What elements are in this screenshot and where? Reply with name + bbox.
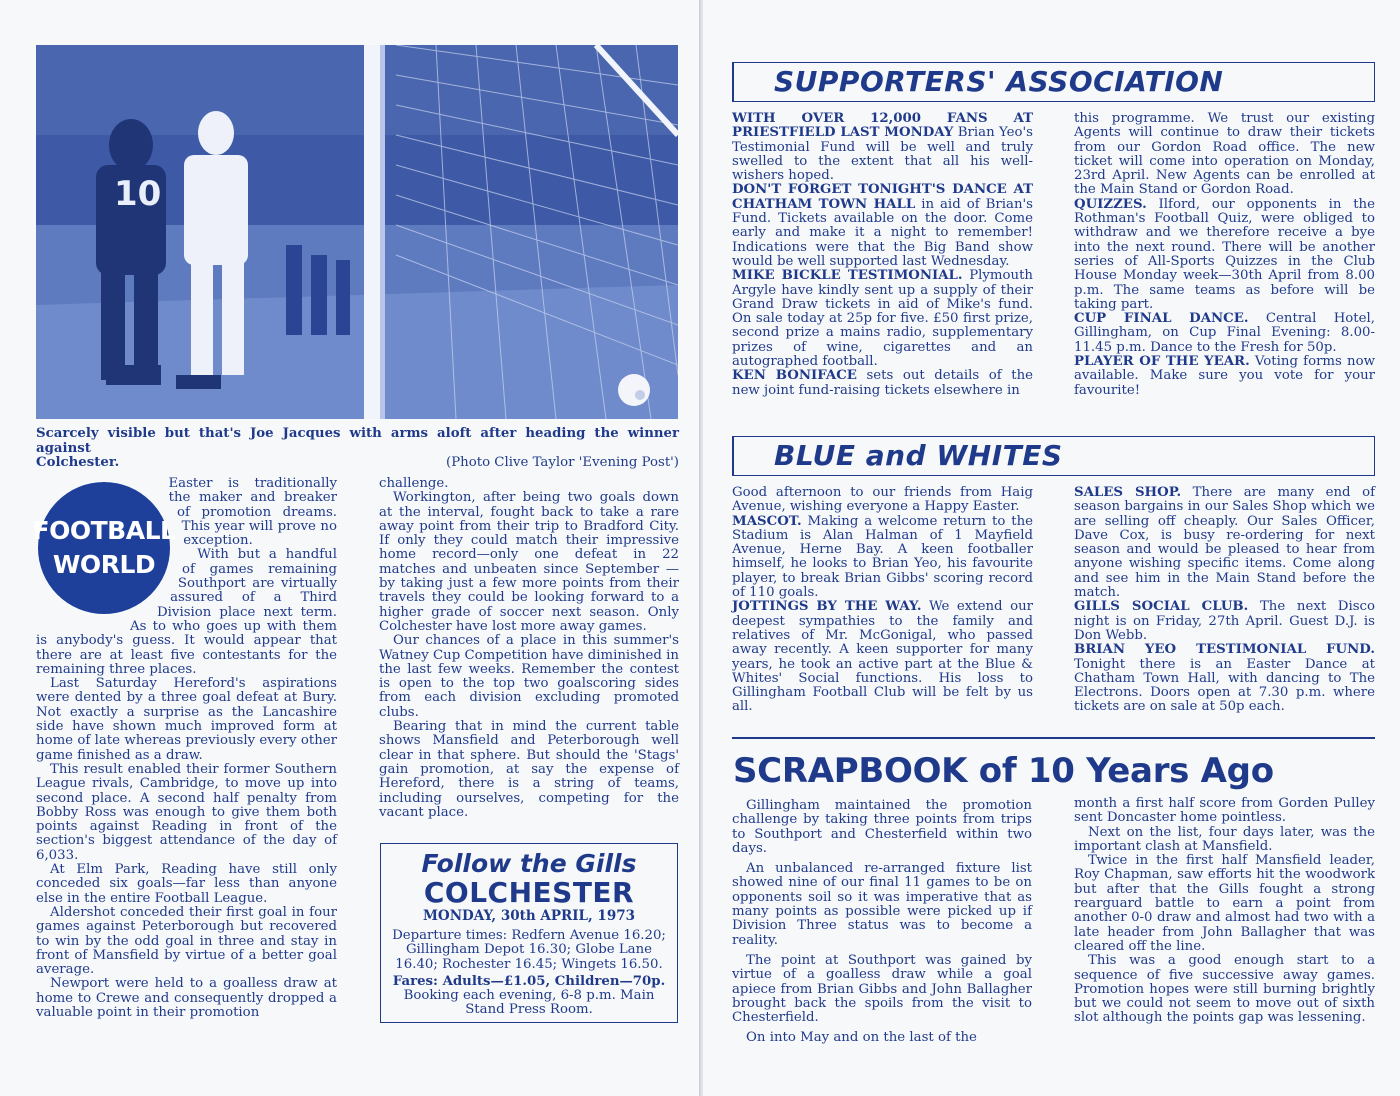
caption-end: Colchester. xyxy=(36,455,120,470)
article-paragraph: Workington, after being two goals down at the interval, fought back to take a rare away point from their trip to Bradford City. If only they could match their impressive home record—only one defeat in 22 matches and unbeaten since September —by taking just a few more points from their travels they could be looking forward to a higher grade of soccer next season. Only Colchester have lost more away games. xyxy=(379,490,679,634)
gills-box-date: MONDAY, 30th APRIL, 1973 xyxy=(422,908,635,924)
gills-box-opponent: COLCHESTER xyxy=(423,876,635,909)
gills-box-booking: Booking each evening, 6-8 p.m. Main Stand Press Room. xyxy=(403,988,655,1018)
article-paragraph: Twice in the first half Mansfield leader, Roy Chapman, saw efforts hit the woodwork but after that the Gills fought a strong rearguard battle to earn a point from another 0-0 draw and almost had two with a late header from John Ballagher that was cleared off the line. xyxy=(1074,853,1375,954)
article-paragraph: Bearing that in mind the current table shows Mansfield and Peterborough well clear in that sphere. But should the 'Stags' gain promotion, at say the expense of Hereford, there is a string of teams, including ourselves, competing for the vacant place. xyxy=(379,719,679,820)
football-world-column-2 xyxy=(379,477,679,820)
blue-whites-item: JOTTINGS BY THE WAY. We extend our deepest sympathies to the family and relatives of Mr. McGonigal, who passed away recently. A keen supporter for many years, he took an active part at the Blue & Whites' Social functions. His loss to Gillingham Football Club will be felt by us all. xyxy=(732,599,1033,715)
article-paragraph: This was a good enough start to a sequence of five successive away games. Promotion hopes were still burning brightly but we could not seem to move out of sixth slot although the points gap was lessening. xyxy=(1074,953,1375,1026)
article-paragraph: On into May and on the last of the xyxy=(746,1030,977,1046)
football-world-logo xyxy=(32,480,176,620)
gills-box-title: Follow the Gills xyxy=(421,849,637,878)
photo-credit: (Photo Clive Taylor 'Evening Post') xyxy=(446,455,679,470)
gills-box-fares: Fares: Adults—£1.05, Children—70p. xyxy=(392,973,666,989)
supporters-column-2 xyxy=(1074,112,1375,398)
blue-whites-item: BRIAN YEO TESTIMONIAL FUND. Tonight there is an Easter Dance at Chatham Town Hall, with dancing to The Electrons. Doors open at 7.30 p.m. where tickets are on sale at 50p each. xyxy=(1074,642,1375,715)
article-paragraph: month a first half score from Gorden Pulley sent Doncaster home pointless. xyxy=(1074,796,1375,826)
article-paragraph: Our chances of a place in this summer's Watney Cup Competition have diminished in the last few weeks. Remember the contest is open to the top two goalscoring sides from each division excluding promoted clubs. xyxy=(379,633,679,720)
blue-whites-item: GILLS SOCIAL CLUB. The next Disco night is on Friday, 27th April. Guest D.J. is Don Webb. xyxy=(1074,599,1375,643)
scrapbook-column-1 xyxy=(732,799,1032,1046)
match-photo-illustration xyxy=(36,45,678,419)
logo-line-2: WORLD xyxy=(52,550,156,579)
article-paragraph: Easter is traditionally the maker and breaker of promotion dreams. This year will prove no exception. xyxy=(168,476,337,549)
football-world-column-1 xyxy=(32,476,337,1020)
blue-whites-item: Good afternoon to our friends from Haig Avenue, wishing everyone a Happy Easter. xyxy=(732,485,1033,515)
logo-line-1: FOOTBALL xyxy=(32,516,176,545)
article-paragraph: Next on the list, four days later, was the important clash at Mansfield. xyxy=(1074,824,1375,854)
article-paragraph: Gillingham maintained the promotion challenge by taking three points from trips to Southport and Chesterfield within two days. xyxy=(732,798,1032,856)
article-paragraph: At Elm Park, Reading have still only conceded six goals—far less than anyone else in the entire Football League. xyxy=(36,862,337,906)
photo-caption xyxy=(36,427,679,471)
match-photo xyxy=(36,45,678,419)
blue-whites-column-1 xyxy=(732,486,1033,715)
follow-the-gills-box xyxy=(380,843,678,1023)
supporters-item: QUIZZES. Ilford, our opponents in the Rothman's Football Quiz, were obliged to withdraw and we therefore receive a bye into the next round. There will be another series of All-Sports Quizzes in the Club House Monday week—30th April from 8.00 p.m. The same teams as before will be taking part. xyxy=(1074,196,1375,312)
caption-text: Scarcely visible but that's Joe Jacques with arms aloft after heading the winner against xyxy=(36,426,679,456)
article-paragraph: An unbalanced re-arranged fixture list showed nine of our final 11 games to be on opponents soil so it was imperative that as many points as possible were picked up if Division Three status was to become a reality. xyxy=(732,861,1032,948)
section-divider xyxy=(732,737,1375,739)
supporters-item: KEN BONIFACE sets out details of the new joint fund-raising tickets elsewhere in xyxy=(732,368,1033,398)
supporters-item: this programme. We trust our existing Agents will continue to draw their tickets from our Gordon Road office. The new ticket will come into operation on Monday, 23rd April. New Agents can be enrolled at the Main Stand or Gordon Road. xyxy=(1074,111,1375,198)
blue-and-whites-heading: BLUE and WHITES xyxy=(732,436,1375,476)
article-paragraph: Aldershot conceded their first goal in four games against Peterborough but recovered to win by the odd goal in three and stay in front of Mansfield by virtue of a better goal average. xyxy=(36,904,337,978)
scrapbook-column-2 xyxy=(1074,797,1375,1026)
gills-box-departure: Departure times: Redfern Avenue 16.20; Gillingham Depot 16.30; Globe Lane 16.40; Rochester 16.45; Wingets 16.50. xyxy=(392,928,666,972)
blue-whites-item: SALES SHOP. There are many end of season bargains in our Sales Shop which we are selling off cheaply. Our Sales Officer, Dave Cox, is busy re-ordering for next season and would be pleased to hear from anyone wishing specific items. Come along and see him in the Main Stand before the match. xyxy=(1074,485,1376,601)
blue-whites-item: MASCOT. Making a welcome return to the Stadium is Alan Halman of 1 Mayfield Avenue, Herne Bay. A keen footballer himself, he looks to Brian Yeo, his favourite player, to break Brian Gibbs' scoring record of 110 goals. xyxy=(732,513,1033,601)
article-paragraph: Newport were held to a goalless draw at home to Crewe and consequently dropped a valuable point in their promotion xyxy=(36,976,337,1020)
supporters-item: PLAYER OF THE YEAR. Voting forms now available. Make sure you vote for your favourite! xyxy=(1074,354,1375,398)
shirt-number: 10 xyxy=(114,174,162,214)
supporters-item: MIKE BICKLE TESTIMONIAL. Plymouth Argyle have kindly sent up a supply of their Grand Draw tickets in aid of Mike's fund. On sale today at 25p for five. £50 first prize, second prize a mains radio, supplementary prizes of wine, cigarettes and an autographed football. xyxy=(732,268,1033,370)
supporters-association-heading: SUPPORTERS' ASSOCIATION xyxy=(732,62,1375,102)
article-paragraph: The point at Southport was gained by virtue of a goalless draw while a goal apiece from Brian Gibbs and John Ballagher brought back the spoils from the visit to Chesterfield. xyxy=(732,952,1032,1026)
blue-whites-column-2 xyxy=(1074,486,1375,715)
supporters-column-1 xyxy=(732,112,1033,398)
supporters-item: CUP FINAL DANCE. Central Hotel, Gillingham, on Cup Final Evening: 8.00-11.45 p.m. Dance to the Fresh for 50p. xyxy=(1074,311,1375,355)
article-paragraph: This result enabled their former Southern League rivals, Cambridge, to move up into second place. A second half penalty from Bobby Ross was enough to give them both points against Reading in front of the section's biggest attendance of the day of 6,033. xyxy=(36,761,337,863)
article-paragraph: challenge. xyxy=(379,476,449,491)
supporters-item: WITH OVER 12,000 FANS AT PRIESTFIELD LAST MONDAY Brian Yeo's Testimonial Fund will be well and truly swelled to the extent that all his well-wishers hoped. xyxy=(732,111,1033,184)
supporters-item: DON'T FORGET TONIGHT'S DANCE AT CHATHAM TOWN HALL in aid of Brian's Fund. Tickets available on the door. Come early and make it a night to remember! Indications were that the Big Band show would be well supported last Wednesday. xyxy=(732,182,1033,269)
scrapbook-heading: SCRAPBOOK of 10 Years Ago xyxy=(733,751,1274,791)
article-paragraph: With but a handful of games remaining Southport are virtually assured of a Third Division place next term. As to who goes up with them is anybody's guess. It would appear that there are at least five contestants for the remaining three places. xyxy=(36,547,337,677)
article-paragraph: Last Saturday Hereford's aspirations were dented by a three goal defeat at Bury. Not exactly a surprise as the Lancashire side have shown much improved form at home of late whereas previously every other game finished as a draw. xyxy=(36,676,337,763)
